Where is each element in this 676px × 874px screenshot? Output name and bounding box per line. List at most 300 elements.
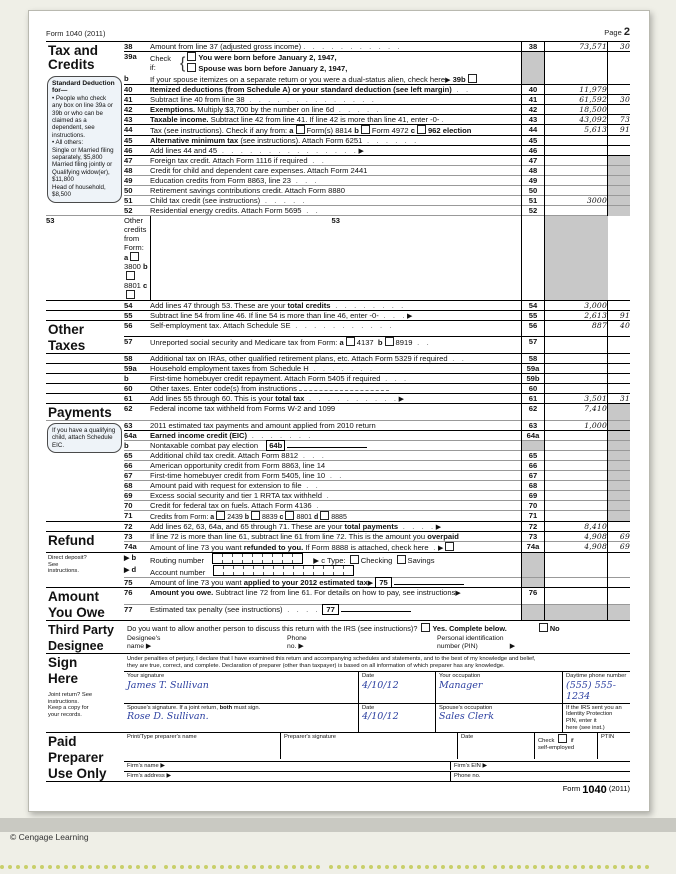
line-cents[interactable]: 69 bbox=[608, 532, 631, 542]
eic-note: If you have a qualifying child, attach Schedule EIC. bbox=[46, 421, 124, 522]
form-1040-page2 bbox=[46, 26, 630, 796]
line-cents[interactable]: 30 bbox=[608, 95, 631, 105]
spacer-left bbox=[46, 364, 124, 374]
cents-shaded bbox=[608, 176, 631, 186]
line-amount[interactable]: 5,613 bbox=[545, 125, 608, 136]
table-row bbox=[46, 196, 630, 206]
line-amount-blank[interactable] bbox=[545, 52, 608, 75]
line-number: 67 bbox=[124, 471, 150, 481]
table-row bbox=[46, 186, 630, 196]
line-cents[interactable] bbox=[608, 384, 631, 394]
line-amount[interactable]: 1,000 bbox=[545, 421, 608, 431]
section-other-taxes: Other Taxes bbox=[46, 321, 124, 354]
line-cents[interactable]: 69 bbox=[608, 542, 631, 553]
page-indicator: Page 2 bbox=[604, 26, 630, 38]
line-description: Subtract line 40 from line 38 . . . . . . . . . . . . . . bbox=[150, 95, 522, 105]
line-number: 64a bbox=[124, 431, 150, 441]
line-number: 63 bbox=[124, 421, 150, 431]
line-77-field[interactable] bbox=[341, 611, 411, 612]
line-key: 71 bbox=[522, 511, 545, 522]
table-row bbox=[46, 354, 630, 364]
line-amount[interactable]: 43,092 bbox=[545, 115, 608, 125]
table-row bbox=[46, 216, 630, 301]
line-cents[interactable] bbox=[608, 85, 631, 95]
line-number: ▶ b bbox=[124, 553, 150, 566]
line-number: 59a bbox=[124, 364, 150, 374]
table-row bbox=[46, 136, 630, 146]
line-description: Credit for federal tax on fuels. Attach Form 4136 . bbox=[150, 501, 522, 511]
direct-deposit-note: Direct deposit? See instructions. bbox=[46, 553, 124, 588]
line-amount[interactable]: 2,613 bbox=[545, 311, 608, 321]
cents-shaded bbox=[608, 441, 631, 451]
line-key: 67 bbox=[522, 471, 545, 481]
line-number: 75 bbox=[124, 578, 150, 588]
line-description: Exemptions. Multiply $3,700 by the number on line 6d . . . . . bbox=[150, 105, 522, 115]
table-row bbox=[46, 105, 630, 115]
line-amount[interactable] bbox=[545, 186, 608, 196]
line-cents[interactable] bbox=[608, 553, 631, 566]
form-8919-checkbox[interactable] bbox=[385, 337, 394, 346]
line-cents[interactable] bbox=[608, 578, 631, 588]
line-amount[interactable] bbox=[545, 578, 608, 588]
line-amount[interactable]: 4,908 bbox=[545, 532, 608, 542]
table-row bbox=[46, 565, 630, 578]
line-number: 65 bbox=[124, 451, 150, 461]
table-row bbox=[46, 52, 630, 75]
amount-shaded bbox=[545, 604, 608, 621]
line-number: b bbox=[124, 74, 129, 83]
other-taxes-code-field[interactable] bbox=[299, 390, 389, 391]
line-key: 43 bbox=[522, 115, 545, 125]
line-description: Credit for child and dependent care expenses. Attach Form 2441 bbox=[150, 166, 522, 176]
line-description: Federal income tax withheld from Forms W-2 and 1099 bbox=[150, 404, 522, 421]
line-key: 48 bbox=[522, 166, 545, 176]
designee-fields-row bbox=[124, 635, 630, 654]
line-key: 47 bbox=[522, 156, 545, 166]
table-row bbox=[46, 206, 630, 216]
line-amount[interactable] bbox=[545, 441, 608, 451]
line-key: 65 bbox=[522, 451, 545, 461]
line-amount[interactable] bbox=[522, 216, 545, 301]
spacer-left bbox=[46, 522, 124, 532]
firm-phone-field[interactable]: Phone no. bbox=[450, 772, 630, 781]
line-amount[interactable]: 3000 bbox=[545, 196, 608, 206]
decorative-dots bbox=[0, 856, 676, 864]
line-number: 50 bbox=[124, 186, 150, 196]
section-amount-you-owe: Amount You Owe bbox=[46, 588, 124, 621]
line-75-field[interactable] bbox=[394, 584, 464, 585]
line-description: Amount of line 73 you want refunded to you. If Form 8888 is attached, check here .▶ bbox=[150, 542, 522, 553]
line-key: 38 bbox=[522, 42, 545, 52]
designee-no-checkbox[interactable] bbox=[539, 623, 548, 632]
self-employed-checkbox[interactable] bbox=[558, 734, 567, 743]
line-cents-blank[interactable] bbox=[608, 74, 631, 85]
line-key: 64a bbox=[522, 431, 545, 441]
line-cents[interactable] bbox=[608, 105, 631, 115]
line-amount[interactable]: 887 bbox=[545, 321, 608, 337]
preparer-date-field[interactable]: Date bbox=[457, 733, 534, 759]
table-row bbox=[46, 95, 630, 105]
line-number: 77 bbox=[124, 604, 150, 621]
line-cents[interactable]: 40 bbox=[608, 321, 631, 337]
table-row bbox=[46, 635, 630, 654]
line-77-key: 77 bbox=[322, 604, 338, 615]
table-row bbox=[46, 761, 630, 771]
line-cents[interactable] bbox=[608, 136, 631, 146]
table-row bbox=[46, 471, 630, 481]
preparer-signature-field[interactable]: Preparer's signature bbox=[280, 733, 457, 759]
table-row bbox=[46, 421, 630, 431]
section-refund: Refund bbox=[46, 532, 124, 553]
line-key-shaded bbox=[522, 553, 545, 566]
preparer-header-row bbox=[124, 733, 630, 762]
cents-shaded bbox=[608, 604, 631, 621]
line-amount-blank[interactable] bbox=[545, 74, 608, 85]
line-64b-field[interactable] bbox=[287, 447, 367, 448]
line-amount[interactable]: 3,000 bbox=[545, 301, 608, 311]
line-amount[interactable] bbox=[545, 336, 608, 353]
line-key: 54 bbox=[522, 301, 545, 311]
line-cents[interactable] bbox=[608, 588, 631, 605]
spacer-left bbox=[46, 384, 124, 394]
cents-shaded bbox=[608, 511, 631, 522]
spacer-left bbox=[46, 374, 124, 384]
designee-name-field[interactable]: Designee's name ▶ bbox=[127, 635, 161, 650]
table-row bbox=[46, 115, 630, 125]
table-row bbox=[46, 404, 630, 421]
table-row bbox=[46, 166, 630, 176]
line-cents[interactable]: 30 bbox=[608, 42, 631, 52]
you-born-checkbox[interactable] bbox=[187, 52, 196, 61]
firm-ein-field[interactable]: Firm's EIN ▶ bbox=[450, 762, 630, 771]
spacer-left bbox=[46, 354, 124, 364]
line-number: b bbox=[124, 441, 150, 451]
table-row bbox=[46, 501, 630, 511]
perjury-statement: Under penalties of perjury, I declare that I have examined this return and accompanying schedules and statements, and to the best of my knowledge and belief, they are true, correct, and complete. Declaration of preparer (other than taxpayer) is based on all information of which preparer has any knowledge. bbox=[124, 654, 630, 672]
line-number: 69 bbox=[124, 491, 150, 501]
account-number-input[interactable] bbox=[213, 565, 354, 576]
table-row bbox=[46, 588, 630, 605]
table-row bbox=[46, 42, 630, 52]
line-amount[interactable]: 61,592 bbox=[545, 95, 608, 105]
form-4972-checkbox[interactable] bbox=[361, 125, 370, 134]
account-type-label: ▶ c Type: bbox=[313, 556, 346, 565]
line-description: Itemized deductions (from Schedule A) or your standard deduction (see left margin) . . bbox=[150, 85, 522, 95]
line-amount[interactable] bbox=[545, 461, 608, 471]
line-number: 39a bbox=[124, 52, 150, 75]
table-row bbox=[46, 733, 630, 762]
firm-address-field[interactable]: Firm's address ▶ bbox=[127, 772, 171, 779]
line-cents[interactable]: 91 bbox=[608, 311, 631, 321]
line-number: 57 bbox=[124, 336, 150, 353]
account-number-row: Account number bbox=[150, 565, 522, 578]
line-number: 61 bbox=[124, 394, 150, 404]
std-deduction-note: Standard Deduction for— • People who check any box on line 39a or 39b or who can be claimed as a dependent, see instructions. • All others: Single or Married filing separately, $5,800 Married filing jointly or Qualifying widow(er), $11,800 Head of household, $8,500 bbox=[46, 74, 124, 216]
form-other-checkbox[interactable] bbox=[126, 290, 135, 299]
line-key-shaded bbox=[522, 52, 545, 75]
table-row bbox=[46, 374, 630, 384]
line-description: Nontaxable combat pay election 64b bbox=[150, 441, 522, 451]
line-description: Self-employment tax. Attach Schedule SE . . . . . . . . . . . bbox=[150, 321, 522, 337]
line-key: 73 bbox=[522, 532, 545, 542]
table-row bbox=[46, 553, 630, 566]
line-key-shaded bbox=[522, 441, 545, 451]
line-key: 49 bbox=[522, 176, 545, 186]
cents-shaded bbox=[608, 461, 631, 471]
ip-pin-field[interactable]: If the IRS sent you an Identity Protection PIN, enter it here (see inst.) bbox=[562, 704, 630, 732]
line-amount[interactable]: 18,500 bbox=[545, 105, 608, 115]
line-key: 72 bbox=[522, 522, 545, 532]
line-cents[interactable] bbox=[608, 146, 631, 156]
line-cents[interactable] bbox=[608, 354, 631, 364]
form-table bbox=[46, 41, 630, 782]
table-row bbox=[46, 604, 630, 621]
line-amount[interactable]: 7,410 bbox=[545, 404, 608, 421]
line-amount[interactable]: 11,979 bbox=[545, 85, 608, 95]
section-third-party: Third Party Designee bbox=[46, 621, 124, 654]
line-number: 70 bbox=[124, 501, 150, 511]
routing-number-row: Routing number ▶ c Type: Checking Savings bbox=[150, 553, 522, 566]
line-number: 71 bbox=[124, 511, 150, 522]
table-row bbox=[46, 522, 630, 532]
spouse-signature-field[interactable]: Spouse's signature. If a joint return, both must sign. Rose D. Sullivan. bbox=[127, 704, 261, 723]
line-amount[interactable] bbox=[545, 146, 608, 156]
line-key-shaded bbox=[522, 74, 545, 85]
line-key: 59a bbox=[522, 364, 545, 374]
your-signature-field[interactable]: Your signature James T. Sullivan bbox=[127, 673, 209, 691]
line-cents[interactable] bbox=[608, 336, 631, 353]
line-number: 40 bbox=[124, 85, 150, 95]
line-amount[interactable]: 4,908 bbox=[545, 542, 608, 553]
cents-shaded bbox=[608, 421, 631, 431]
form-header bbox=[46, 26, 630, 41]
line-number: 44 bbox=[124, 125, 150, 136]
line-amount[interactable]: 3,501 bbox=[545, 394, 608, 404]
line-key: 56 bbox=[522, 321, 545, 337]
form-2439-checkbox[interactable] bbox=[216, 511, 225, 520]
form-8885-checkbox[interactable] bbox=[320, 511, 329, 520]
preparer-name-field[interactable]: Print/Type preparer's name bbox=[127, 734, 197, 741]
line-key: 76 bbox=[522, 588, 545, 605]
line-description: If line 72 is more than line 61, subtract line 61 from line 72. This is the amount you overpaid bbox=[150, 532, 522, 542]
form-label: Form 1040 (2011) bbox=[46, 29, 106, 38]
line-amount[interactable] bbox=[545, 588, 608, 605]
line-number: 73 bbox=[124, 532, 150, 542]
table-row bbox=[46, 336, 630, 353]
line-cents[interactable] bbox=[608, 301, 631, 311]
table-row bbox=[46, 176, 630, 186]
line-key: 44 bbox=[522, 125, 545, 136]
form-8839-checkbox[interactable] bbox=[251, 511, 260, 520]
line-description: Unreported social security and Medicare tax from Form: a 4137 b 8919 . . bbox=[150, 336, 522, 353]
table-row bbox=[46, 491, 630, 501]
line-key: 66 bbox=[522, 461, 545, 471]
line-description: Add lines 47 through 53. These are your total credits . . . . . . . . bbox=[150, 301, 522, 311]
your-occupation-field[interactable]: Your occupation Manager bbox=[435, 672, 562, 703]
bottom-bar bbox=[0, 818, 676, 832]
line-amount[interactable] bbox=[545, 176, 608, 186]
line-key: 45 bbox=[522, 136, 545, 146]
spacer-left bbox=[46, 394, 124, 404]
signature-date-field[interactable]: Date 4/10/12 bbox=[358, 672, 435, 703]
spouse-born-checkbox[interactable] bbox=[187, 63, 196, 72]
spouse-occupation-field[interactable]: Spouse's occupation Sales Clerk bbox=[435, 704, 562, 732]
line-cents[interactable]: 91 bbox=[608, 125, 631, 136]
line-64b-key: 64b bbox=[266, 440, 285, 451]
table-row bbox=[46, 125, 630, 136]
line-key: 61 bbox=[522, 394, 545, 404]
line-amount[interactable] bbox=[545, 553, 608, 566]
line-key: 40 bbox=[522, 85, 545, 95]
line-amount[interactable]: 73,571 bbox=[545, 42, 608, 52]
line-number: b bbox=[124, 374, 150, 384]
third-party-question-row: Do you want to allow another person to discuss this return with the IRS (see instructions)? Yes. Complete below. No bbox=[124, 621, 630, 636]
taxpayer-signature-row bbox=[124, 672, 630, 704]
line-number: 76 bbox=[124, 588, 150, 605]
designee-phone-field[interactable]: Phone no. ▶ bbox=[287, 635, 307, 650]
form-8801-credit-checkbox[interactable] bbox=[285, 511, 294, 520]
table-row bbox=[46, 311, 630, 321]
line-number: 54 bbox=[124, 301, 150, 311]
line-description: First-time homebuyer credit repayment. Attach Form 5405 if required . . . bbox=[150, 374, 522, 384]
line-amount[interactable] bbox=[545, 511, 608, 522]
line-key: 69 bbox=[522, 491, 545, 501]
line-amount[interactable] bbox=[545, 374, 608, 384]
table-row bbox=[46, 451, 630, 461]
line-amount[interactable] bbox=[545, 166, 608, 176]
self-employed-checkbox-cell[interactable]: Check if self-employed bbox=[534, 733, 597, 759]
table-row bbox=[46, 542, 630, 553]
line-description: Other credits from Form: a3800 b8801 c bbox=[124, 216, 150, 301]
line-key: 60 bbox=[522, 384, 545, 394]
designee-yes-checkbox[interactable] bbox=[421, 623, 430, 632]
cents-shaded bbox=[608, 206, 631, 216]
line-description: Additional tax on IRAs, other qualified retirement plans, etc. Attach Form 5329 if required . . bbox=[150, 354, 522, 364]
line-key: 52 bbox=[522, 206, 545, 216]
line-cents[interactable] bbox=[608, 565, 631, 578]
line-amount[interactable] bbox=[545, 481, 608, 491]
table-row bbox=[46, 654, 630, 672]
table-row bbox=[46, 481, 630, 491]
line-number: 72 bbox=[124, 522, 150, 532]
spouse-signature-row bbox=[124, 703, 630, 732]
line-amount[interactable] bbox=[545, 354, 608, 364]
line-cents[interactable] bbox=[608, 364, 631, 374]
line-key: 51 bbox=[522, 196, 545, 206]
line-key: 70 bbox=[522, 501, 545, 511]
line-description: 2011 estimated tax payments and amount applied from 2010 return bbox=[150, 421, 522, 431]
daytime-phone-field[interactable]: Daytime phone number (555) 555-1234 bbox=[562, 672, 630, 703]
check-word: Check bbox=[150, 54, 171, 63]
table-row bbox=[46, 384, 630, 394]
form-3800-checkbox[interactable] bbox=[130, 252, 139, 261]
table-row bbox=[46, 511, 630, 522]
line-number: 48 bbox=[124, 166, 150, 176]
line-key: 53 bbox=[150, 216, 522, 301]
form-footer: Form 1040 (2011) bbox=[562, 784, 630, 797]
line-description: Taxable income. Subtract line 42 from line 41. If line 42 is more than line 41, enter -0- . bbox=[150, 115, 522, 125]
line-description: Subtract line 54 from line 46. If line 54 is more than line 46, enter -0- . . .▶ bbox=[150, 311, 522, 321]
line-amount[interactable] bbox=[545, 471, 608, 481]
line-key: 62 bbox=[522, 404, 545, 421]
line-amount[interactable] bbox=[545, 565, 608, 578]
line-amount[interactable] bbox=[545, 364, 608, 374]
cents-shaded bbox=[608, 404, 631, 421]
line-number: 49 bbox=[124, 176, 150, 186]
dual-status-checkbox[interactable] bbox=[468, 74, 477, 83]
table-row bbox=[46, 672, 630, 704]
line-amount[interactable] bbox=[545, 384, 608, 394]
line-number: 56 bbox=[124, 321, 150, 337]
cents-shaded bbox=[608, 481, 631, 491]
line-amount[interactable] bbox=[545, 136, 608, 146]
line-amount[interactable] bbox=[545, 431, 608, 441]
line-description: Amount you owe. Subtract line 72 from line 61. For details on how to pay, see instructions▶ bbox=[150, 588, 522, 605]
savings-checkbox[interactable] bbox=[397, 555, 406, 564]
cents-shaded bbox=[608, 186, 631, 196]
firm-name-field[interactable]: Firm's name ▶ bbox=[127, 762, 165, 769]
cents-shaded bbox=[608, 431, 631, 441]
line-key: 42 bbox=[522, 105, 545, 115]
cents-shaded bbox=[608, 491, 631, 501]
line-cents[interactable] bbox=[608, 374, 631, 384]
line-description: Earned income credit (EIC) . . . . . . . bbox=[150, 431, 522, 441]
line-amount[interactable] bbox=[545, 206, 608, 216]
line-amount[interactable]: 8,410 bbox=[545, 522, 608, 532]
line-key: 63 bbox=[522, 421, 545, 431]
line-amount[interactable] bbox=[545, 156, 608, 166]
form-962-checkbox[interactable] bbox=[417, 125, 426, 134]
line-number: 42 bbox=[124, 105, 150, 115]
firm-name-row bbox=[124, 761, 630, 771]
line-key-shaded bbox=[522, 565, 545, 578]
line-key-shaded bbox=[522, 578, 545, 588]
line-number: 43 bbox=[124, 115, 150, 125]
line-key: 41 bbox=[522, 95, 545, 105]
checking-checkbox[interactable] bbox=[350, 555, 359, 564]
line-amount[interactable] bbox=[545, 451, 608, 461]
line-key: 68 bbox=[522, 481, 545, 491]
ptin-field[interactable]: PTIN bbox=[597, 733, 630, 759]
cents-shaded bbox=[545, 216, 608, 301]
form-8888-checkbox[interactable] bbox=[445, 542, 454, 551]
table-row bbox=[46, 771, 630, 781]
line-amount[interactable] bbox=[545, 501, 608, 511]
spouse-date-field[interactable]: Date 4/10/12 bbox=[358, 704, 435, 732]
table-row bbox=[46, 578, 630, 588]
line-cents[interactable] bbox=[608, 522, 631, 532]
designee-pin-field[interactable]: Personal identification number (PIN) ▶ bbox=[437, 635, 515, 650]
form-4137-checkbox[interactable] bbox=[346, 337, 355, 346]
cents-shaded bbox=[608, 156, 631, 166]
line-cents[interactable]: 73 bbox=[608, 115, 631, 125]
routing-number-input[interactable] bbox=[212, 553, 303, 564]
line-description: Residential energy credits. Attach Form 5695 . . bbox=[150, 206, 522, 216]
form-8814-checkbox[interactable] bbox=[296, 125, 305, 134]
line-description: First-time homebuyer credit from Form 5405, line 10 . . bbox=[150, 471, 522, 481]
line-key-shaded bbox=[522, 604, 545, 621]
line-cents[interactable]: 31 bbox=[608, 394, 631, 404]
table-row bbox=[46, 461, 630, 471]
line-number: 47 bbox=[124, 156, 150, 166]
line-cents-blank[interactable] bbox=[608, 52, 631, 75]
cents-shaded bbox=[608, 451, 631, 461]
line-amount[interactable] bbox=[545, 491, 608, 501]
form-8801-checkbox[interactable] bbox=[126, 271, 135, 280]
table-row bbox=[46, 703, 630, 732]
line-description: Education credits from Form 8863, line 23 . . . bbox=[150, 176, 522, 186]
line-description: If your spouse itemizes on a separate return or you were a dual-status alien, check here▶ 39b bbox=[150, 74, 522, 85]
